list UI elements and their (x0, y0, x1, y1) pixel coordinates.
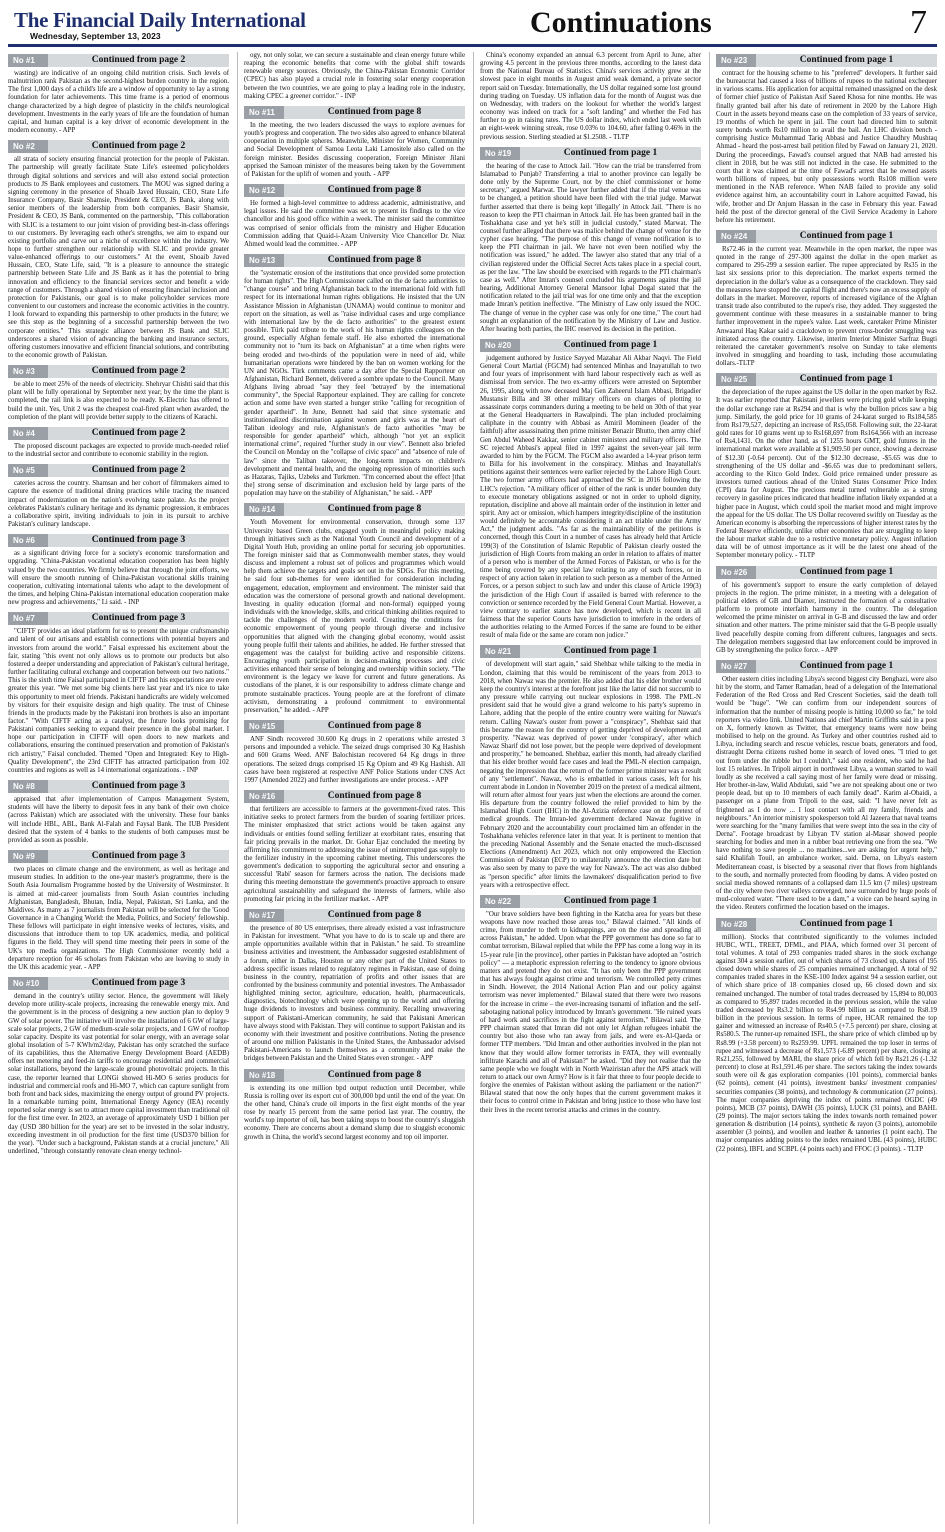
story-body: as a significant driving force for a society's economic transformation and upgrading. "China-Pakistan vocational education cooperation has been highly valued by the two countries. We firmly believe that through the joint efforts, we will ensure the smooth running of China-Pakistan vocational skills training cooperation, cultivating international talents who adapt to the development of the times, and helping China-Pakistan international education cooperation make new progress and achievements," Li said. - INP (8, 550, 229, 607)
story-body: million). Stocks that contributed significantly to the volumes included HUBC, WTL, TREET, DFML, and PIAA, which formed over 31 percent of total volumes. A total of 293 companies traded shares in the stock exchange against 304 a session earlier, out of which shares of 73 closed up, shares of 195 closed down while shares of 25 companies remained unchanged. A total of 92 companies traded shares in the KSE-100 Index against 94 a session earlier, out of which share price of 18 companies closed up, 66 closed down and six remained unchanged. The number of total trades decreased by 15,894 to 80,003 as compared to 95,897 trades recorded in the previous session, while the value traded decreased by Rs3.2 billion to Rs4.99 billion as compared to Rs8.19 billion in the previous session. In terms of rupee, HCAR remained the top gainer and witnessed an increase of Rs40.5 (+7.5 percent) per share, closing at Rs580.5. The runner-up remained ISFL, the share price of which climbed up by Rs8.99 (+3.58 percent) to Rs259.99. UPFL remained the top loser in terms of rupee and witnessed a decrease of Rs1,573 (-6.89 percent) per share, closing at Rs21,255, followed by MARI, the share price of which fell by Rs21.26 (-1.32 percent) to close at Rs1,591.46 per share. The sectors taking the index towards south were oil & gas exploration companies (101 points), commercial banks (62 points), cement (41 points), investment banks/ investment companies/ securities companies (38 points), and technology & communication (27 points). The major companies depriving the index of points remained OGDC (49 points), MCB (37 points), DAWH (35 points), LUCK (31 points), and BAHL (29 points). The major sectors taking the index towards north remained power generation & distribution (14 points), synthetic & rayon (3 points), automobile assembler (3 points), and woollen and leather & tanneries (1 point each). The major companies adding points to the index remained UBL (43 points), HUBC (22 points), IBFL and SCBPL (4 points each) and FFOC (3 points). - TLTP (716, 933, 937, 1153)
story-number: No #20 (480, 339, 520, 352)
continuation-header (8, 850, 229, 863)
story-body: wasting) are indicative of an ongoing child nutrition crisis. Such levels of malnutrition rank Pakistan as the second-highest burden country in the region. The first 1,000 days of a child's life are a window of opportunity to lay a strong foundation for later achievements. This time frame is a period of enormous change characterized by a high degree of plasticity in the child's neurological development. Investments in the early years of life are the foundation of human capital, and human capital is a key driver of economic development in the modern economy. - APP (8, 70, 229, 135)
story-body: ogy, not only solar, we can secure a sustainable and clean energy future while reaping the economic benefits that come with the global shift towards renewable energy sources. Obviously, the China-Pakistan Economic Corridor (CPEC) has also played a crucial role in fostering solar energy cooperation between the two countries, we are going to play a leading role in the industry, making CPEC a greener corridor." - INP (244, 52, 465, 100)
story-body: In the meeting, the two leaders discussed the ways to explore avenues for youth's progress and cooperation. The two sides also agreed to enhance bilateral cooperation in multiple spheres. Meanwhile, Minister for Women, Community and Social Development of Samoa Leota Laki Lamositele also called on the foreign minister. Besides discussing cooperation, Foreign Minister Jilani apprised the Samoan minister of the measures being taken by the Government of Pakistan for the uplift of women and youth. - APP (244, 121, 465, 178)
story-number: No #19 (480, 147, 520, 160)
story-body: all strata of society ensuring financial protection for the people of Pakistan. The partnership will greatly facilitate State Life's esteemed policyholders through digital solutions and services and will also extend social protection products to JS Bank employees and customers. The MOU was signed during a signing ceremony in the presence of Shoaib Javed Hussain, CEO, State Life Insurance Company, Basir Shamsie, President & CEO, JS Bank, along with senior members of the leadership from both companies. Basir Shamsie, President & CEO, JS Bank, commented on the partnership, "This collaboration with SLIC is a testament to our joint vision of providing best-in-class offerings to our customers. By leveraging each other's strengths, we aim to expand our existing portfolio and carve out a niche of excellence within the industry. We hope to further strengthen our relationship with SLIC and provide greater value-enhanced offerings to our customers." At the event, Shoaib Javed Hussain, CEO, State Life, said, "It is a pleasure to announce the strategic partnership between State Life and JS Bank as it has the potential to bring innovation and efficiency to the financial services sector and benefit a wide range of customers. Through a shared vision of ensuring financial inclusion and protection for Pakistanis, our goal is to make policyholder services more convenient to our customers and increase the economic activities in the country. I look forward to expanding this partnership to other products in the future; we see this step as the beginning of a successful partnership between the two corporate entities." This strategic alliance between JS Bank and SLIC underscores a shared vision of advancing the banking and insurance sectors, offering customers innovative and efficient financial solutions, and contributing to the economic growth of Pakistan. (8, 156, 229, 359)
story-body: is extending its one million bpd output reduction until December, while Russia is rolling over its export cut of 300,000 bpd until the end of the year. On the other hand, China's crude oil imports in the first eight months of the year rose by nearly 15 percent from the same period last year. The country, the world's top importer of oil, has been taking steps to boost the country's sluggish economy. There are concerns about a demand slump due to sluggish economic growth in China, the world's second largest economy and top oil importer. (244, 1084, 465, 1141)
continued-from-label: Continued from page 1 (756, 54, 937, 67)
news-story (480, 645, 701, 889)
continuation-header (716, 566, 937, 579)
continued-from-label: Continued from page 2 (48, 427, 229, 440)
continuation-header (480, 147, 701, 160)
newspaper-title: The Financial Daily International (14, 8, 306, 32)
news-story (8, 54, 229, 135)
story-number: No #7 (8, 612, 48, 625)
news-story (480, 339, 701, 640)
continued-from-label: Continued from page 8 (284, 1069, 465, 1082)
news-story (716, 54, 937, 225)
column-4 (709, 52, 937, 1524)
continuation-header (244, 909, 465, 922)
story-number: No #8 (8, 780, 48, 793)
continuation-header (244, 720, 465, 733)
continuation-header (480, 339, 701, 352)
news-story (480, 52, 701, 142)
story-body: "Our brave soldiers have been fighting in the Katcha area for years but these weapons have now reached those areas too," Bilawal claimed. "All kinds of crime, from murder to theft to kidnappings, are on the rise and spreading all across Pakistan," he added. Upon what the PPP government has done so far to combat terrorism, Bilawal replied that while the PPP has come a long way in its 15-year rule [in the province], other parties in Pakistan have adopted an "ostrich policy" — a metaphoric expression referring to the tendency to ignore obvious matters and pretend they do not exist. "It has only been the PPP government that has always fought against crime and terrorism. We controlled petty crimes in Sindh. However, the 2014 National Action Plan and our policy against terrorism was never implemented." Bilawal stated that there were two reasons for the increase in crime – the ever-increasing tsunami of inflation and the self-sabotaging national policy introduced by Imran's government. "He ruined years of hard work and sacrifices in the fight against terrorism," Bilawal said. The PPP chairman stated that Imran did not only let Afghan refugees inhabit the country but also those who ran away from jails, and were ex-Al-Qaeda or former TTP members. "Did Imran and other authorities involved in the plan not know that they would allow former terrorists in FATA, they will eventually infiltrate Karachi and all of Pakistan?" he asked. "Did they not realise that the same people who we fought with in North Waziristan after the APS attack will return to attack our own Army? How is it fair that three to four people decide to forgive the enemies of Pakistan without asking the parliament or the nation?" Bilawal stated that now the only hopes that the current government makes it their focus to control crime in Pakistan and bring justice to those who have lost their lives in the recent terrorist attacks and crimes in the country. (480, 910, 701, 1114)
continuation-header (716, 373, 937, 386)
news-story (8, 977, 229, 1156)
continued-from-label: Continued from page 3 (48, 780, 229, 793)
continued-from-label: Continued from page 2 (48, 365, 229, 378)
continued-from-label: Continued from page 8 (284, 106, 465, 119)
continuation-header (8, 780, 229, 793)
continued-from-label: Continued from page 2 (48, 54, 229, 67)
story-number: No #6 (8, 534, 48, 547)
news-story (8, 464, 229, 529)
continuation-header (244, 1069, 465, 1082)
section-title: Continuations (530, 6, 712, 39)
continuation-header (244, 503, 465, 516)
continued-from-label: Continued from page 1 (520, 895, 701, 908)
continuation-header (8, 54, 229, 67)
continued-from-label: Continued from page 8 (284, 720, 465, 733)
story-body: two places on climate change and the environment, as well as heritage and museum studies. In addition to the one-year master's programme, there is the South Asia Journalism Programme hosted by the University of Westminster. It is aimed at mid-career journalists from South Asian countries including Afghanistan, Bangladesh, Bhutan, India, Nepal, Pakistan, Sri Lanka, and the Maldives. As many as 7 journalists from Pakistan will be selected for the 'Good Governance in a Changing World: the Media, Politics, and Society' fellowship. These fellows will participate in eight intensive weeks of lectures, visits, and discussions that introduce them to top UK academics, media, and political figures in the field. They will spend time meeting their peers in some of the UK's top media organizations. The High Commissioner recently held a departure reception for 46 scholars from Pakistan who are leaving to study in the UK this academic year. - APP (8, 866, 229, 971)
continuation-header (716, 54, 937, 67)
story-number: No #13 (244, 254, 284, 267)
story-number: No #2 (8, 140, 48, 153)
continuation-header (480, 895, 701, 908)
continuation-header (244, 790, 465, 803)
continued-from-label: Continued from page 8 (284, 254, 465, 267)
news-story (244, 1069, 465, 1142)
story-number: No #12 (244, 184, 284, 197)
continued-from-label: Continued from page 3 (48, 534, 229, 547)
continuation-header (244, 184, 465, 197)
columns-container (8, 52, 937, 1524)
story-body: demand in the country's utility sector. Hence, the government will likely develop more utility-scale projects, increasing the renewable energy mix. And the government is in the process of designing a new auction plan to deploy 9 GW of solar power. The initiative will involve the installation of 6 GW of large-scale solar projects, 2 GW of medium-scale solar projects, and 1 GW of rooftop solar capacity. Despite its vast potential for solar energy, with an average solar global insolation of 5-7 KWh/m2/day, Pakistan has only scratched the surface of its capabilities, thus the Alternative Energy Development Board (AEDB) offers net metering and feed-in tariffs to encourage residential and commercial solar installations, beyond the large-scale ground photovoltaic projects. In this case, the reporter learned that LONGi showed Hi-MO 6 series products for industrial and commercial roofs and Hi-MO 7, which can capture sunlight from both front and back sides, maximizing the energy output of ground PV projects. In a remarkable turning point, International Energy Agency (IEA) recently reported solar energy is set to attract more capital investment than traditional oil for the first time ever. In 2023, an average of approximately USD 1 billion per day (USD 380 billion for the year) are set to be invested in the solar industry, exceeding investment in oil production for the first time (USD370 billion for the year). "Under such a background, Pakistan stands at a crucial juncture," Ali underlined, "through constantly renovate clean energy technol- (8, 993, 229, 1156)
continuation-header (244, 254, 465, 267)
news-story (8, 365, 229, 422)
story-body: the presence of 80 US enterprises, there already existed a vast infrastructure in Pakistan for investment. "What you have to do is to scale up and there are ample opportunities available within that in Pakistan." he said. To streamline business activities and investment, the Ambassador suggested establishment of a forum, either in Dallas, Houston or any other part of the United States to address specific issues related to regulatory regimes in Pakistan, ease of doing business in the country, repatriation of profits and other issues that are confronted by the business community and potential investors. The Ambassador highlighted mining sector, agriculture, education, health, pharmaceuticals, diagnostics, biotechnology which were opening up to the world and offering huge dividends to investors and business community. Recalling unwavering support of Pakistani-American community, he said that Pakistani American have always stood with Pakistan. They will continue to support Pakistan and its economy with their investment and positive contributions. Noting the presence of around one million Pakistanis in the United States, the Ambassador advised Pakistani-Americans to launch themselves as a community and make the bridges between Pakistan and the United States even stronger. - APP (244, 924, 465, 1063)
story-body: contract for the housing scheme to his "preferred" developers. It further said the bureaucrat had caused a loss of billions of rupees to the national exchequer in various scams. His application for acquittal remained unassigned on the desk of former chief justice of Pakistan Asif Saeed Khosa for nine months. He was finally granted bail after his date of retirement in 2020 by the Lahore High Court in the assets beyond means case on the completion of 33 years of service, 19 months of which he spent in jail. The court had directed him to submit surety bonds worth Rs10 million to avail the bail. An LHC division bench - comprising Justice Muhammad Tariq Abbasi and Justice Chaudhry Mushtaq Ahmad - heard the post-arrest bail petition filed by Fawad on January 21, 2020. During the proceedings, Fawad's counsel argued that NAB had arrested his client in 2018, but he was still not indicted in the case. He submitted to the court that it was claimed at the time of Fawad's arrest that he owned assets worth billions of rupees, but only possessions worth Rs108 million were mentioned in the NAB reference. When NAB failed to provide any solid evidence against him, an accountability court in Lahore acquitted Fawad, his wife, brother and Dr Anjum Hassan in the case in February this year. Fawad held the post of the director general of the Civil Service Academy in Lahore before his retirement. (716, 70, 937, 224)
story-number: No #27 (716, 660, 756, 673)
news-story (716, 660, 937, 913)
story-body: cateries across the country. Shamsan and her cohort of filmmakers aimed to capture the essence of traditional dining practices while tracing the nuanced impact of modernization on the nation's evolving taste palate. As the project celebrates Pakistan's culinary heritage and its dynamic progression, it embraces a collaborative spirit, inviting individuals to join in its pursuit to archive Pakistan's culinary landscape. (8, 480, 229, 529)
continued-from-label: Continued from page 3 (48, 850, 229, 863)
continued-from-label: Continued from page 1 (756, 373, 937, 386)
continued-from-label: Continued from page 2 (48, 140, 229, 153)
news-story (244, 52, 465, 101)
continued-from-label: Continued from page 1 (520, 147, 701, 160)
story-body: judgement authored by Justice Sayyed Mazahar Ali Akbar Naqvi. The Field General Court Martial (FGCM) had sentenced Minhas and Inayatullah to two and four years of imprisonment with hard labour respectively each as well as dismissal from service. The two ex-army officers were arrested on September 26, 1995, along with now deceased Maj Gen Zaheerul Islam Abbasi, Brigadier Mustansir Billa and 38 other military officers on charges of plotting to assassinate corps commanders during a meeting to be held on 30th of that year at the General Headquarters in Rawalpindi. The plan included proclaiming caliphate in the country with Abbasi as Amiril Momineen (leader of the faithful) after assassinating then prime minister Benazir Bhutto, then army chief Gen Abdul Waheed Kakkar, senior cabinet ministers and military officers. The SC rejected Abbasi's appeal filed in 1997 against the seven-year jail term awarded to him by the FGCM. The FGCM also awarded a 14-year prison term to Billa for his involvement in the conspiracy. Minhas and Inayatullah's petitions against their sentences were earlier rejected by the Lahore High Court. The two former army officers had approached the SC in 2016 following the LHC's rejection. "A military officer of either of the rank is under bounden duty to execute monetary obligations assigned or not in order to uphold dignity, reputation, discipline and above all maintain order of the institution in letter and spirit. Any act or omission, which hampers integrity/discipline of the institution would definitely be accountable considering it an act triable under the Army Act," the judgment adds. "As far as the maintainability of the petitions is concerned, though this Court in a number of cases has already held that Article 199(3) of the Constitution of Islamic Republic of Pakistan clearly ousted the jurisdiction of High Courts from making an order in relation to affairs of matter of a person who is member of the Armed Forces of Pakistan, or who is for the time being covered by any special law relating to any of such forces, or in respect of any action taken in relation to such person as a member of the Armed Forces, or a person subject to such law and under this clause of Article 199(3) the jurisdiction of the High Court if assailed is barred with reference to the conviction or sentence recorded by the Field General Court Martial. However, a view contrary to earlier stance has now developed, which is recent in all fairness that the superior Courts have jurisdiction to interfere in the orders of the authorities relating to the Armed Forces if the same are found to be either result of mala fide or the same are coram non judice." (480, 355, 701, 640)
issue-date: Wednesday, September 13, 2023 (30, 31, 161, 41)
news-story (716, 230, 937, 368)
story-body: Other eastern cities including Libya's second biggest city Benghazi, were also hit by the storm, and Tamer Ramadan, head of a delegation of the International Federation of the Red Cross and Red Crescent Societies, said the death toll would be "huge". "We can confirm from our independent sources of information that the number of missing people is hitting 10,000 so far," he told reporters via video link. United Nations aid chief Martin Griffiths said in a post on X, formerly known as Twitter, that emergency teams were now being mobilised to help on the ground. As Turkey and other countries rushed aid to Libya, including search and rescue vehicles, rescue boats, generators and food, distraught Derna citizens rushed home in search of loved ones. "I tried to get out from under the rubble but I couldn't," said one resident, who said he had lost 15 relatives. In Tripoli airport in northwest Libya, a woman started to wail loudly as she received a call saying most of her family were dead or missing. Her brother-in-law, Walid Abdulati, said "we are not speaking about one or two people dead, but up to 10 members of each family dead". Karim al-Obaidi, a passenger on a plane from Tripoli to the east, said: "I have never felt as frightened as I do now ... I lost contact with all my family, friends and neighbours." An interior ministry spokesperson told Al Jazeera that naval teams were searching for the "many families that were swept into the sea in the city of Derna". Footage broadcast by Libyan TV station al-Masar showed people searching for bodies and men in a rubber boat retrieving one from the sea. "We have nothing to save people ... no machines...we are asking for urgent help," said Khalifah Touil, an ambulance worker, said. Derna, on Libya's eastern Mediterranean coast, is bisected by a seasonal river that flows from highlands to the south, and normally protected from flooding by dams. A video posted on social media showed remnants of a collapsed dam 11.5 km (7 miles) upstream of the city where two river valleys converged, now surrounded by huge pools of mud-coloured water. "There used to be a dam," a voice can be heard saying in the video. Reuters confirmed the location based on the images. (716, 676, 937, 912)
continued-from-label: Continued from page 1 (520, 339, 701, 352)
continued-from-label: Continued from page 1 (756, 230, 937, 243)
news-story (480, 895, 701, 1115)
story-number: No #14 (244, 503, 284, 516)
news-story (8, 534, 229, 607)
story-body: the "systematic erosion of the institutions that once provided some protection for human rights". The High Commissioner called on the de facto authorities to "change course" and bring Afghanistan back to the international fold with full respect for its international human rights obligations. He insisted that the UN Assistance Mission in Afghanistan (UNAMA) would continue to monitor and report on the situation, as well as "raise individual cases and urge compliance with international law by the de facto authorities" to the greatest extent possible. Türk paid tribute to the work of his human rights colleagues on the ground, especially Afghan female staff. He also exhorted the international community not to "turn its back on Afghanistan" at a time when rights were being eroded and two-thirds of the population were in need of aid, while humanitarian operations were hindered by the ban on women working for the UN and NGOs. Türk comments came a day after the Special Rapporteur on Afghanistan, Richard Bennett, delivered a sombre update to the Council. Many Afghans living abroad "say they feel 'betrayed' by the international community", the Special Rapporteur explained. They are calling for concrete action and some have even started a hunger strike "calling for recognition of gender apartheid". In June, Bennett had said that since systematic and institutionalized discrimination against women and girls was at the heart of Taliban ideology and rule, Afghanistan's de facto authorities "may be responsible for gender apartheid" which, although "not yet an explicit international crime", required "further study in our view". Bennett also briefed the Council on Monday on the "collapse of civic space" and "absence of rule of law" since the Taliban takeover, the long-term impacts on children's development and mental health, and the ongoing repression of minorities such as Hazaras, Tajiks, Uzbeks and Turkmen. "I'm concerned about the effect [that the] strong sense of discrimination and exclusion held by large parts of the population may have on the stability of Afghanistan," he said. - APP (244, 269, 465, 498)
story-body: of his government's support to ensure the early completion of delayed projects in the region. The prime minister, in a meeting with a delegation of political elders of GB and Diamer, instructed the formation of a consultative platform to promote interfaith harmony in the country. The delegation welcomed the prime minister on arrival in G-B and discussed the law and order situation and other matters. The prime minister said that the G-B people usually lived peacefully despite coming from different cultures, languages and sects. The delegation members suggested that law enforcement could be improved in GB by strengthening the police force. - APP (716, 581, 937, 654)
story-number: No #4 (8, 427, 48, 440)
story-body: appraised that after implementation of Campus Management System, students will have the liberty to deposit fees in any bank of their own choice (across Pakistan) which are associated with the university. These four banks will include HBL, ABL, Bank Al-Falah and Faysal Bank. The IUB President desired that the system of 4 banks to the students of both campuses must be provided as soon as possible. (8, 796, 229, 844)
story-number: No #11 (244, 106, 284, 119)
continuation-header (8, 427, 229, 440)
story-number: No #21 (480, 645, 520, 658)
story-number: No #26 (716, 566, 756, 579)
story-body: the hearing of the case to Attock Jail. "How can the trial be transferred from Islamabad to Punjab? Transferring a trial to another province can legally be done only by the Supreme Court, not by the chief commissioner or home secretary," argued Marwat. The lawyer further added that if the trial venue was to be changed, a petition should have been filed with the trial judge. Marwat further asserted that there is being kept 'illegally' in Attock Jail. "There is no reason to keep the PTI chairman in Attock Jail. He has been granted bail in the Toshakhana case and yet he's still in judicial custody," stated Marwat. The counsel further alleged that there was malice behind the change of venue for the cypher case hearing. "The purpose of this change of venue notification is to keep the PTI chairman in jail. We have not even been notified why the notification was issued," he added. The lawyer also stated that any trial of a civilian registered under the Official Secret Acts takes place in a special court, as per the law. "The law should be exercised with regards to the PTI chairman's case as well." After Imran's counsel concluded his arguments against the jail hearing, Additional Attorney General Mansoor Iqbal Dogal stated that the notification related to the jail trial was for one time only and that the exception made Imran's petition ineffective. "The Ministry of Law only issued the NOC. The change of venue in the cypher case was only for one time," The court had sought an explanation of the notification by the Ministry of Law and Justice. After hearing both parties, the IHC reserved its decision in the petition. (480, 162, 701, 333)
news-story (244, 184, 465, 249)
story-number: No #22 (480, 895, 520, 908)
story-number: No #15 (244, 720, 284, 733)
continuation-header (480, 645, 701, 658)
story-body: Rs72.46 in the current year. Meanwhile in the open market, the rupee was quoted in the range of 297-300 against the dollar in the open market as compared to 295-299 a session earlier. The rupee appreciated by Rs35 in the last six sessions prior to this depreciation. The market experts termed the depreciation in the dollar's value as a consequence of the crackdown. They said the measures have stopped the capital flight and there's now an excess supply of dollars in the market. Moreover, reports of increased vigilance of the Afghan transit trade also contributed to the rupee's rise, they added. They suggested the government continue with these measures in a sustainable manner to bring further improvement in the rupee's value. Last week, caretaker Prime Minister Anwaarul Haq Kakar said a crackdown to prevent cross-border smuggling was initiated across the country. Likewise, interim Interior Minister Sarfraz Bugti reiterated the caretaker government's resolve on Sunday to take elements involved in smuggling and hoarding to task, including those accumulating dollars.-TLTP (716, 245, 937, 368)
column-3 (473, 52, 701, 1524)
story-body: He formed a high-level committee to address academic, administrative, and legal issues. He said the committee was set to present its findings to the vice chancellor and his good office within a week. The minister said the committee was comprised of senior officials from the ministry and Higher Education Commission adding that Quaid-i-Azam University Vice Chancellor Dr. Niaz Ahmed would lead the committee. - APP (244, 200, 465, 248)
story-number: No #1 (8, 54, 48, 67)
news-story (716, 918, 937, 1154)
news-story (716, 566, 937, 655)
news-story (244, 720, 465, 785)
news-story (8, 850, 229, 972)
story-body: The proposed discount packages are expected to provide much-needed relief to the industrial sector and contribute to economic stability in the region. (8, 442, 229, 459)
story-body: China's economy expanded an annual 6.3 percent from April to June, after growing 4.5 percent in the previous three months, according to the latest data from the National Bureau of Statistics. China's services activity grew at the slowest pace in eight months in August amid weak demand, a private sector report said on Tuesday. Internationally, the US dollar regained some lost ground during trading on Tuesday. US inflation data for the month of August was due on Wednesday, with traders on the lookout for whether the world's largest economy was indeed on track for a "soft landing" and whether the Fed has further to go in raising rates. The US dollar index, which ended last week with an eight-week winning streak, rose 0.03% to 104.60, after falling 0.46% in the previous session. Sterling steadied at $1.2508. - TLTP (480, 52, 701, 141)
continued-from-label: Continued from page 8 (284, 184, 465, 197)
continuation-header (716, 918, 937, 931)
news-story (244, 106, 465, 179)
news-story (244, 909, 465, 1064)
continuation-header (8, 612, 229, 625)
column-1 (8, 52, 229, 1524)
continued-from-label: Continued from page 2 (48, 464, 229, 477)
story-number: No #25 (716, 373, 756, 386)
story-number: No #18 (244, 1069, 284, 1082)
story-body: of development will start again," said Shehbaz while talking to the media in London, claiming that this would be reminiscent of the years from 2013 to 2018, when Nawaz was the premier. He also added that his elder brother would keep the country's interest at the forefront just like the latter did not succumb to any pressure while carrying out nuclear explosions in 1998. The PML-N president said that he would give a grand welcome to his party's supremo in Lahore, adding that the people of the entire country were waiting for Nawaz's return. Calling Nawaz's ouster from power a "conspiracy", Shehbaz said that this became the reason for the country of getting deprived of development and prosperity. "Nawaz was deprived of power under 'conspiracy', after which Nawaz Sharif did not lose power, but the people were deprived of development and prosperity," he bemoaned. Shehbaz, earlier this month, had already clarified that his elder brother would face cases and lead the PML-N election campaign, negating the impression that the return of the former prime minister was a result of any "settlement". Nawaz, who is embattled in various cases, left for his current abode in London in November 2019 on the pretext of a medical ailment, will return after almost four years just when the elections are around the corner. His departure from the country followed the relief provided to him by the Islamabad High Court (IHC) in the Al-Azizia reference case on the pretext of medical grounds. The Imran-led government declared Nawaz fugitive in February 2020 and the accountability court proclaimed him an offender in the Toshakhana vehicles reference later in that year. It is pertinent to mention that the preceding National Assembly and the Senate enacted the much-discussed Elections (Amendment) Act 2023, which not only empowered the Election Commission of Pakistan (ECP) to unilaterally announce the election date but was also seen by many to pave the way for Nawaz's. The act was also dubbed as "person specific" after limits the lawmakers' disqualification period to five years with a retrospective effect. (480, 661, 701, 889)
continued-from-label: Continued from page 8 (284, 503, 465, 516)
continuation-header (716, 660, 937, 673)
story-number: No #5 (8, 464, 48, 477)
masthead (8, 0, 937, 47)
story-body: Youth Movement for environmental conservation, through some 137 University based Green clubs, engaged youth in meaningful policy making through initiatives such as the National Youth Council and development of a Digital Youth Hub, providing an online portal for securing job opportunities. The foreign minister said that as Commonwealth member states, they would discuss and implement a robust set of polices and programmes which would help them achieve the targets and goals set out in the SDGs. For this meeting, he said four sub-themes for were identified for consideration including engagement, education, employment and environment. The minister said that education was the cornerstone of personal growth and national development. Investing in quality education (formal and non-formal) equipped young individuals with the knowledge, skills, and critical thinking abilities required to tackle the challenges of the modern world. Creating the conditions for economic empowerment of young people through diverse and inclusive opportunities that aligned with the changing global economy, would assist young people fulfil their talents and abilities, he added. He further stressed that engagement was the catalyst for building active and responsible citizens. Encouraging youth participation in decision-making processes and civic activities enhanced their sense of belonging and ownership within society. "The environment is the legacy we leave for current and future generations. As custodians of the planet, it is our responsibility to address climate change and promote sustainable practices. Young people are at the forefront of climate activism, demonstrating a profound commitment to environmental preservation," he added. - APP (244, 519, 465, 714)
continuation-header (8, 140, 229, 153)
continued-from-label: Continued from page 1 (756, 566, 937, 579)
continued-from-label: Continued from page 8 (284, 909, 465, 922)
page-number: 7 (910, 4, 927, 41)
story-number: No #24 (716, 230, 756, 243)
continuation-header (716, 230, 937, 243)
continued-from-label: Continued from page 1 (756, 660, 937, 673)
story-body: "CIFTF provides an ideal platform for us to present the unique craftsmanship and talent of our artisans and establish connections with potential buyers and investors from around the world." Faisal expressed his excitement about the fair, stating "this event not only allows us to promote our products but also fostered a deeper understanding and appreciation of Pakistan's cultural heritage, further facilitating cultural exchange and cooperation between our two nations." This is the sixth time Faisal participated in CIFTF and his expectations are even greater this year. "We met some big clients here last year and it's nice to take this opportunity to meet old friends. Pakistani handicrafts are widely welcomed by visitors for their exquisite design and high quality. The trust of Chinese friends in the products made by the Pakistani iron brothers is also an important factor." "With CIFTF acting as a catalyst, the future looks promising for Pakistani companies seeking to expand their presence in the global market. I hope our participation in CIFTF will open doors to new markets and collaborations, ensuring the continued preservation and promotion of Pakistan's rich artistry," Faisal concluded. Themed "Open and Integrated: Key to High-Quality Development", the 23rd CIFTF has attracted participation from 102 countries and regions as well as 14 international organizations. - INP (8, 628, 229, 774)
news-story (8, 612, 229, 775)
story-body: that fertilizers are accessible to farmers at the government-fixed rates. This initiative seeks to protect farmers from the burden of soaring fertilizer prices. The minister emphasized that strict actions would be taken against any individuals or entities found selling fertilizer at exorbitant rates, ensuring that fair pricing prevails in the market. Dr. Gohar Ejaz concluded the meeting by affirming his commitment to addressing the issue of uninterrupted gas supply to the fertilizer industry in the upcoming cabinet meeting. This underscores the government's dedication to supporting the agricultural sector and ensuring a successful 'Rabi' season for farmers across the nation. The decisions made during this meeting demonstrate the government's proactive approach to ensure agricultural sustainability and safeguard the interests of farmers, while also promoting fair pricing in the fertilizer market. - APP (244, 806, 465, 903)
story-body: ANF Sindh recovered 30.600 Kg drugs in 2 operations while arrested 3 persons and impounded a vehicle. The seized drugs comprised 30 Kg Hashish and 600 Grams Weed. ANF Balochistan recovered 64 Kg drugs in three operations. The seized drugs comprised 15 Kg Opium and 49 Kg Hashish. All cases have been registered at respective ANF Police Stations under CNS Act 1997 (Amended 2022) and further investigations are under process. - APP (244, 736, 465, 784)
story-number: No #9 (8, 850, 48, 863)
news-story (8, 140, 229, 360)
continuation-header (8, 365, 229, 378)
news-story (716, 373, 937, 560)
continued-from-label: Continued from page 3 (48, 977, 229, 990)
news-story (244, 790, 465, 904)
continuation-header (8, 464, 229, 477)
story-body: be able to meet 25% of the needs of electricity. Shehryar Chishti said that this plant will be fully operational by September next year; by the time the plant is completed, the rail link is also expected to be ready. K-Electric has offered to build the unit. Yes, Unit 2 was the cheapest coal-fired plant when awarded, the completion of the plant will provide better supply to the citizens of Karachi. (8, 381, 229, 421)
continued-from-label: Continued from page 1 (756, 918, 937, 931)
story-number: No #23 (716, 54, 756, 67)
story-number: No #17 (244, 909, 284, 922)
news-story (8, 427, 229, 459)
continued-from-label: Continued from page 3 (48, 612, 229, 625)
news-story (244, 503, 465, 715)
continued-from-label: Continued from page 1 (520, 645, 701, 658)
column-2 (237, 52, 465, 1524)
story-number: No #10 (8, 977, 48, 990)
story-body: the depreciation of the rupee against the US dollar in the open market by Rs2. It was earlier reported that Pakistani jewellers were pricing gold while keeping the dollar exchange rate at Rs294 and that is why the bullion prices saw a big jump. Similarly, the gold price for 10 grams of 24-karat surged to Rs184,585 from Rs179,527, depicting an increase of Rs5,058. Following suit, the 22-karat gold rates for 10 grams went up to Rs168,697 from Rs164,566 with an increase of Rs4,1431. On the other hand, as of 1255 hours GMT, gold futures in the international market were available at $1,909.50 per ounce, showing a decrease of $12.30 (-0.64 percent). Out of the $12.30 decrease, -$5.65 was due to strengthening of the US dollar and -$6.65 was due to predominant sellers, according to the Kitco Gold Index. Gold price remained under pressure as investors turned cautious ahead of the United States Consumer Price Index (CPI) data for August. The precious metal turned vulnerable as a strong recovery in gasoline prices indicated that headline inflation likely expanded at a higher pace in August, which could spoil the market mood and might improve the appeal for the US dollar. The US Dollar recovered swiftly on Tuesday as the American economy is absorbing the repercussions of higher interest rates by the Federal Reserve efficiently, unlike other economies that are struggling to keep the labour market stable due to a restrictive monetary policy. August inflation data will be of utmost importance as it will be the latest one ahead of the September monetary policy. - TLTP (716, 389, 937, 560)
continuation-header (244, 106, 465, 119)
continued-from-label: Continued from page 8 (284, 790, 465, 803)
story-number: No #3 (8, 365, 48, 378)
continuation-header (8, 534, 229, 547)
news-story (244, 254, 465, 498)
news-story (8, 780, 229, 845)
news-story (480, 147, 701, 334)
story-number: No #16 (244, 790, 284, 803)
story-number: No #28 (716, 918, 756, 931)
continuation-header (8, 977, 229, 990)
